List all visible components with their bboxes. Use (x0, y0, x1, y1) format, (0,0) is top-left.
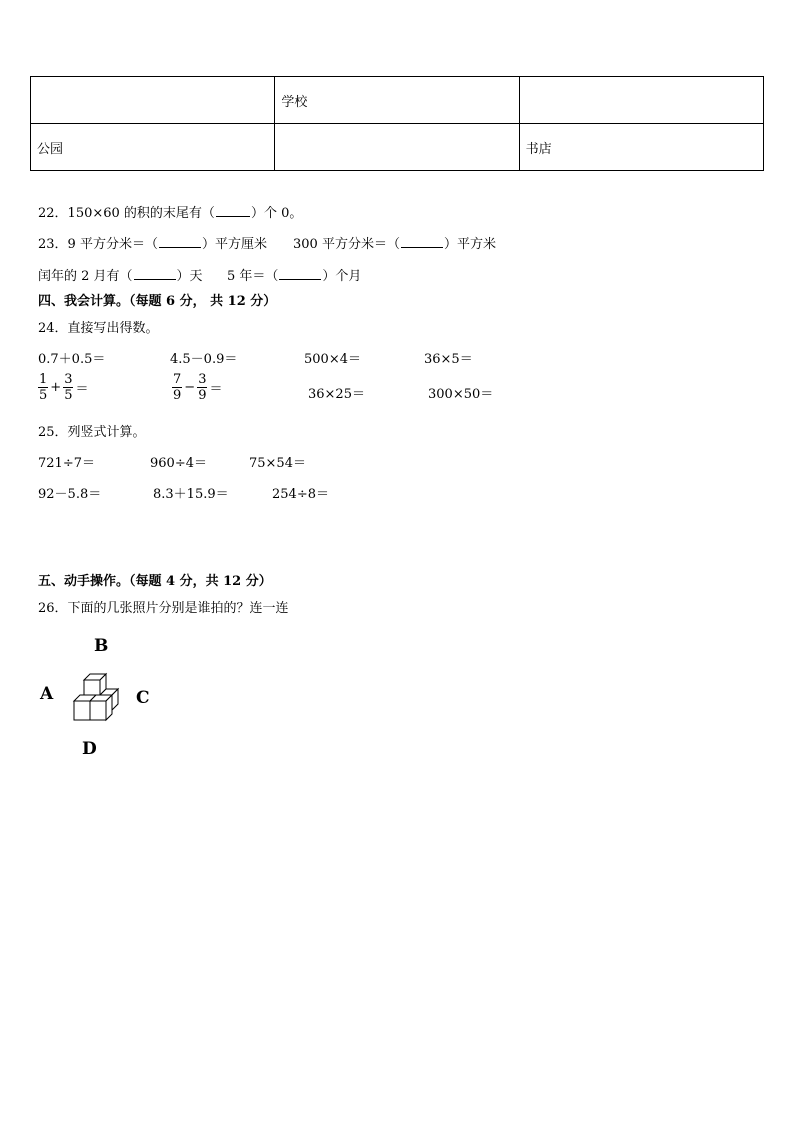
question-23-part-b (293, 233, 496, 252)
label-c: C (136, 688, 150, 708)
numerator: 3 (64, 372, 73, 387)
calc-item: 36×5＝ (424, 352, 473, 367)
fraction (63, 372, 73, 403)
table-cell: 学校 (275, 77, 519, 124)
calc-item: 36×25＝ (308, 387, 365, 402)
question-23d-text-start: 5 年＝（ (227, 269, 279, 284)
fraction (38, 372, 48, 403)
calc-item: 75×54＝ (249, 456, 306, 471)
denominator: 5 (39, 388, 48, 403)
question-23-part-a (38, 233, 267, 252)
denominator: 9 (173, 388, 182, 403)
calc-item: 8.3＋15.9＝ (153, 487, 229, 502)
label-d: D (82, 739, 97, 759)
answer-blank[interactable] (279, 269, 321, 280)
table-cell (275, 124, 519, 171)
fraction (197, 372, 207, 403)
fraction-expression-2 (172, 372, 224, 403)
question-23d-text-end: ）个月 (322, 269, 362, 284)
cube-front-face (74, 701, 90, 720)
question-22-text-end: ）个 0。 (250, 206, 303, 221)
table-cell (31, 77, 275, 124)
numerator: 7 (173, 372, 182, 387)
calc-item: 721÷7＝ (38, 456, 95, 471)
cube-front-face (84, 680, 100, 695)
answer-blank[interactable] (401, 237, 443, 248)
question-23c-text-start: 闰年的 2 月有（ (38, 269, 133, 284)
table-cell: 公园 (31, 124, 275, 171)
table-row (31, 124, 764, 171)
calc-item: 500×4＝ (304, 352, 361, 367)
calc-item: 254÷8＝ (272, 487, 329, 502)
equals-sign: ＝ (75, 382, 89, 397)
location-table (30, 76, 764, 171)
question-23b-text-start: 300 平方分米＝（ (293, 237, 400, 252)
denominator: 5 (64, 388, 73, 403)
question-22 (38, 202, 302, 221)
question-22-text-start: 22．150×60 的积的末尾有（ (38, 206, 215, 221)
question-23-part-d (227, 265, 361, 284)
calc-item: 960÷4＝ (150, 456, 207, 471)
section-4-heading: 四、我会计算。（每题 6 分， 共 12 分） (38, 294, 277, 309)
denominator: 9 (198, 388, 207, 403)
calc-item: 0.7＋0.5＝ (38, 352, 106, 367)
question-23c-text-end: ）天 (176, 269, 203, 284)
question-23b-text-end: ）平方米 (443, 237, 496, 252)
answer-blank[interactable] (159, 237, 201, 248)
calc-item: 92－5.8＝ (38, 487, 102, 502)
operator: + (50, 380, 62, 395)
question-24: 24．直接写出得数。 (38, 321, 159, 336)
fraction-expression-1 (38, 372, 90, 403)
label-b: B (94, 636, 109, 656)
numerator: 3 (198, 372, 207, 387)
cube-stack-figure (70, 668, 122, 726)
cube-front-face (90, 701, 106, 720)
fraction (172, 372, 182, 403)
question-26: 26．下面的几张照片分别是谁拍的？连一连 (38, 601, 289, 616)
calc-item: 300×50＝ (428, 387, 494, 402)
table-row (31, 77, 764, 124)
table-cell (519, 77, 763, 124)
operator: − (184, 380, 196, 395)
question-23a-text-end: ）平方厘米 (201, 237, 267, 252)
table-cell: 书店 (519, 124, 763, 171)
answer-blank[interactable] (134, 269, 176, 280)
answer-blank[interactable] (216, 206, 250, 217)
label-a: A (40, 684, 54, 704)
question-23a-text-start: 23．9 平方分米＝（ (38, 237, 158, 252)
calc-item: 4.5－0.9＝ (170, 352, 238, 367)
section-5-heading: 五、动手操作。（每题 4 分，共 12 分） (38, 574, 272, 589)
numerator: 1 (39, 372, 48, 387)
question-23-part-c (38, 265, 203, 284)
question-25: 25．列竖式计算。 (38, 425, 146, 440)
equals-sign: ＝ (209, 382, 223, 397)
